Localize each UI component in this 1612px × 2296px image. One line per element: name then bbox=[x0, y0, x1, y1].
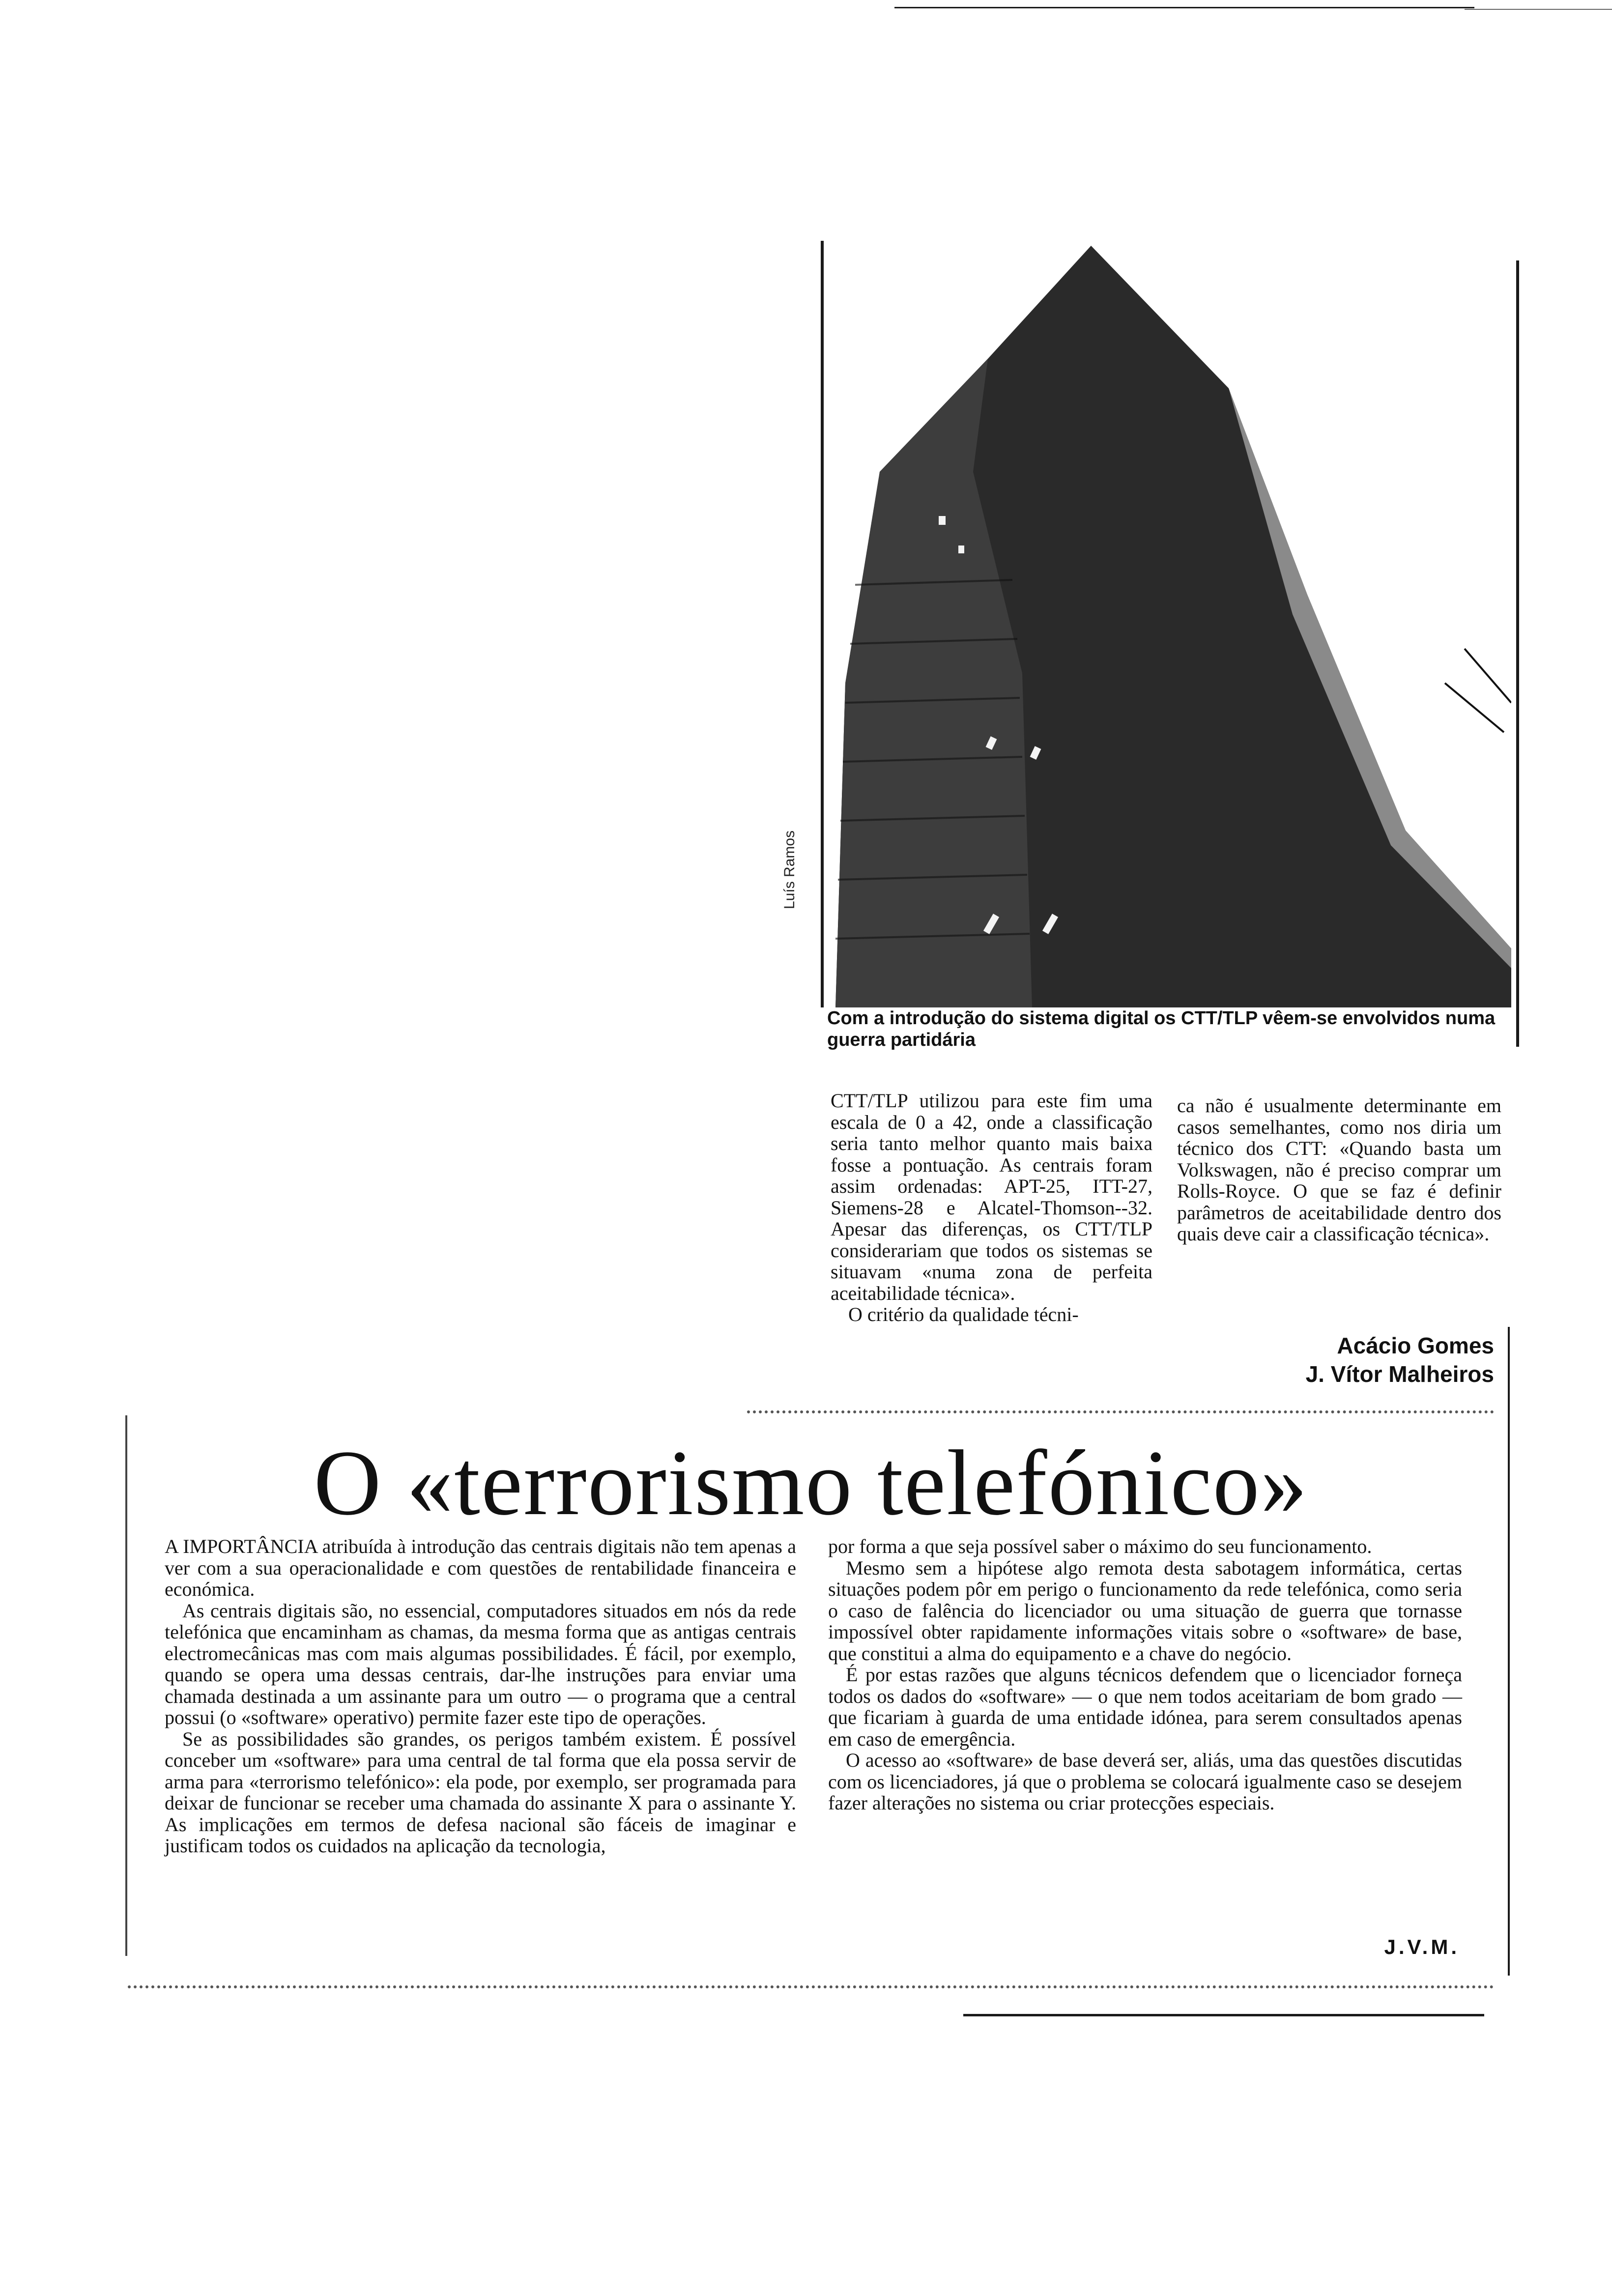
photo-border-left bbox=[821, 241, 824, 1007]
column-rule bbox=[1508, 1327, 1510, 1976]
lower-right-column bbox=[828, 1536, 1462, 1814]
paragraph: Se as possibilidades são grandes, os perigos também existem. É possível conceber um «software» para uma central de tal forma que ela possa servir de arma para «terrorismo telefónico»: ela pode, por exemplo, ser programada para deixar de funcionar se receber uma chamada do assinante X para o assinante Y. As implicações em termos de defesa nacional são fáceis de imaginar e justificam todos os cuidados na aplicação da tecnologia, bbox=[165, 1727, 796, 1857]
paragraph: É por estas razões que alguns técnicos defendem que o licenciador forneça todos os dados do «software» — o que nem todos aceitariam de bom grado — que ficariam à guarda de uma entidade idónea, para serem consultados apenas em caso de emergência. bbox=[828, 1664, 1462, 1750]
section-divider bbox=[747, 1410, 1494, 1413]
photo-caption: Com a introdução do sistema digital os CTT/TLP vêem-se envolvidos numa guerra partidária bbox=[827, 1008, 1496, 1050]
paragraph: O acesso ao «software» de base deverá ser, aliás, uma das questões discutidas com os licenciadores, já que o problema se colocará igualmente caso se desejem fazer alterações no sistema ou criar protecções especiais. bbox=[828, 1749, 1462, 1814]
upper-right-column bbox=[1177, 1095, 1501, 1245]
bottom-divider bbox=[128, 1985, 1494, 1988]
paragraph: As centrais digitais são, no essencial, computadores situados em nós da rede telefónica que encaminham as chamas, da mesma forma que as antigas centrais electromecânicas mas com mais algumas possibilidades. É fácil, por exemplo, quando se opera uma dessas centrais, dar-lhe instruções para enviar uma chamada destinada a um assinante para um outro — o programa que a central possui (o «software» operativo) permite fazer este tipo de operações. bbox=[165, 1599, 796, 1728]
signature: J.V.M. bbox=[1384, 1935, 1460, 1958]
paragraph: ca não é usualmente determinante em casos semelhantes, como nos diria um técnico dos CTT: «Quando basta um Volkswagen, não é preciso comprar um Rolls-Royce. O que se faz é definir parâmetros de aceitabilidade dentro dos quais deve cair a classificação técnica». bbox=[1177, 1094, 1501, 1245]
lower-left-column bbox=[165, 1536, 796, 1857]
paragraph: por forma a que seja possível saber o máximo do seu funcionamento. bbox=[828, 1535, 1372, 1557]
upper-left-column bbox=[831, 1090, 1152, 1325]
paragraph: A IMPORTÂNCIA atribuída à introdução das centrais digitais não tem apenas a ver com a sua operacionalidade e com questões de rentabilidade financeira e económica. bbox=[165, 1535, 796, 1600]
bottom-rule bbox=[963, 2014, 1484, 2016]
building-photo bbox=[826, 241, 1511, 1007]
top-rule bbox=[894, 7, 1474, 8]
photo-credit: Luís Ramos bbox=[781, 830, 798, 909]
paragraph: O critério da qualidade técni- bbox=[848, 1303, 1079, 1325]
author-byline: Acácio Gomes bbox=[1337, 1333, 1494, 1358]
author-byline: J. Vítor Malheiros bbox=[1305, 1361, 1494, 1387]
left-edge-rule bbox=[125, 1415, 127, 1956]
paragraph: CTT/TLP utilizou para este fim uma escala de 0 a 42, onde a classificação seria tanto melhor quanto mais baixa fosse a pontuação. As centrais foram assim ordenadas: APT-25, ITT-27, Siemens-28 e Alcatel-Thomson--32. Apesar das diferenças, os CTT/TLP considerariam que todos os sistemas se situavam «numa zona de perfeita aceitabilidade técnica». bbox=[831, 1090, 1152, 1304]
headline: O «terrorismo telefónico» bbox=[314, 1432, 1308, 1535]
paragraph: Mesmo sem a hipótese algo remota desta sabotagem informática, certas situações podem pôr em perigo o funcionamento da rede telefónica, como seria o caso de falência do licenciador ou uma situação de guerra que tornasse impossível obter rapidamente informações vitais sobre o «software» de base, que constitui a alma do equipamento e a chave do negócio. bbox=[828, 1556, 1462, 1665]
top-rule-right bbox=[1465, 9, 1612, 10]
building-image bbox=[826, 241, 1511, 1007]
photo-border-right bbox=[1516, 260, 1519, 1047]
